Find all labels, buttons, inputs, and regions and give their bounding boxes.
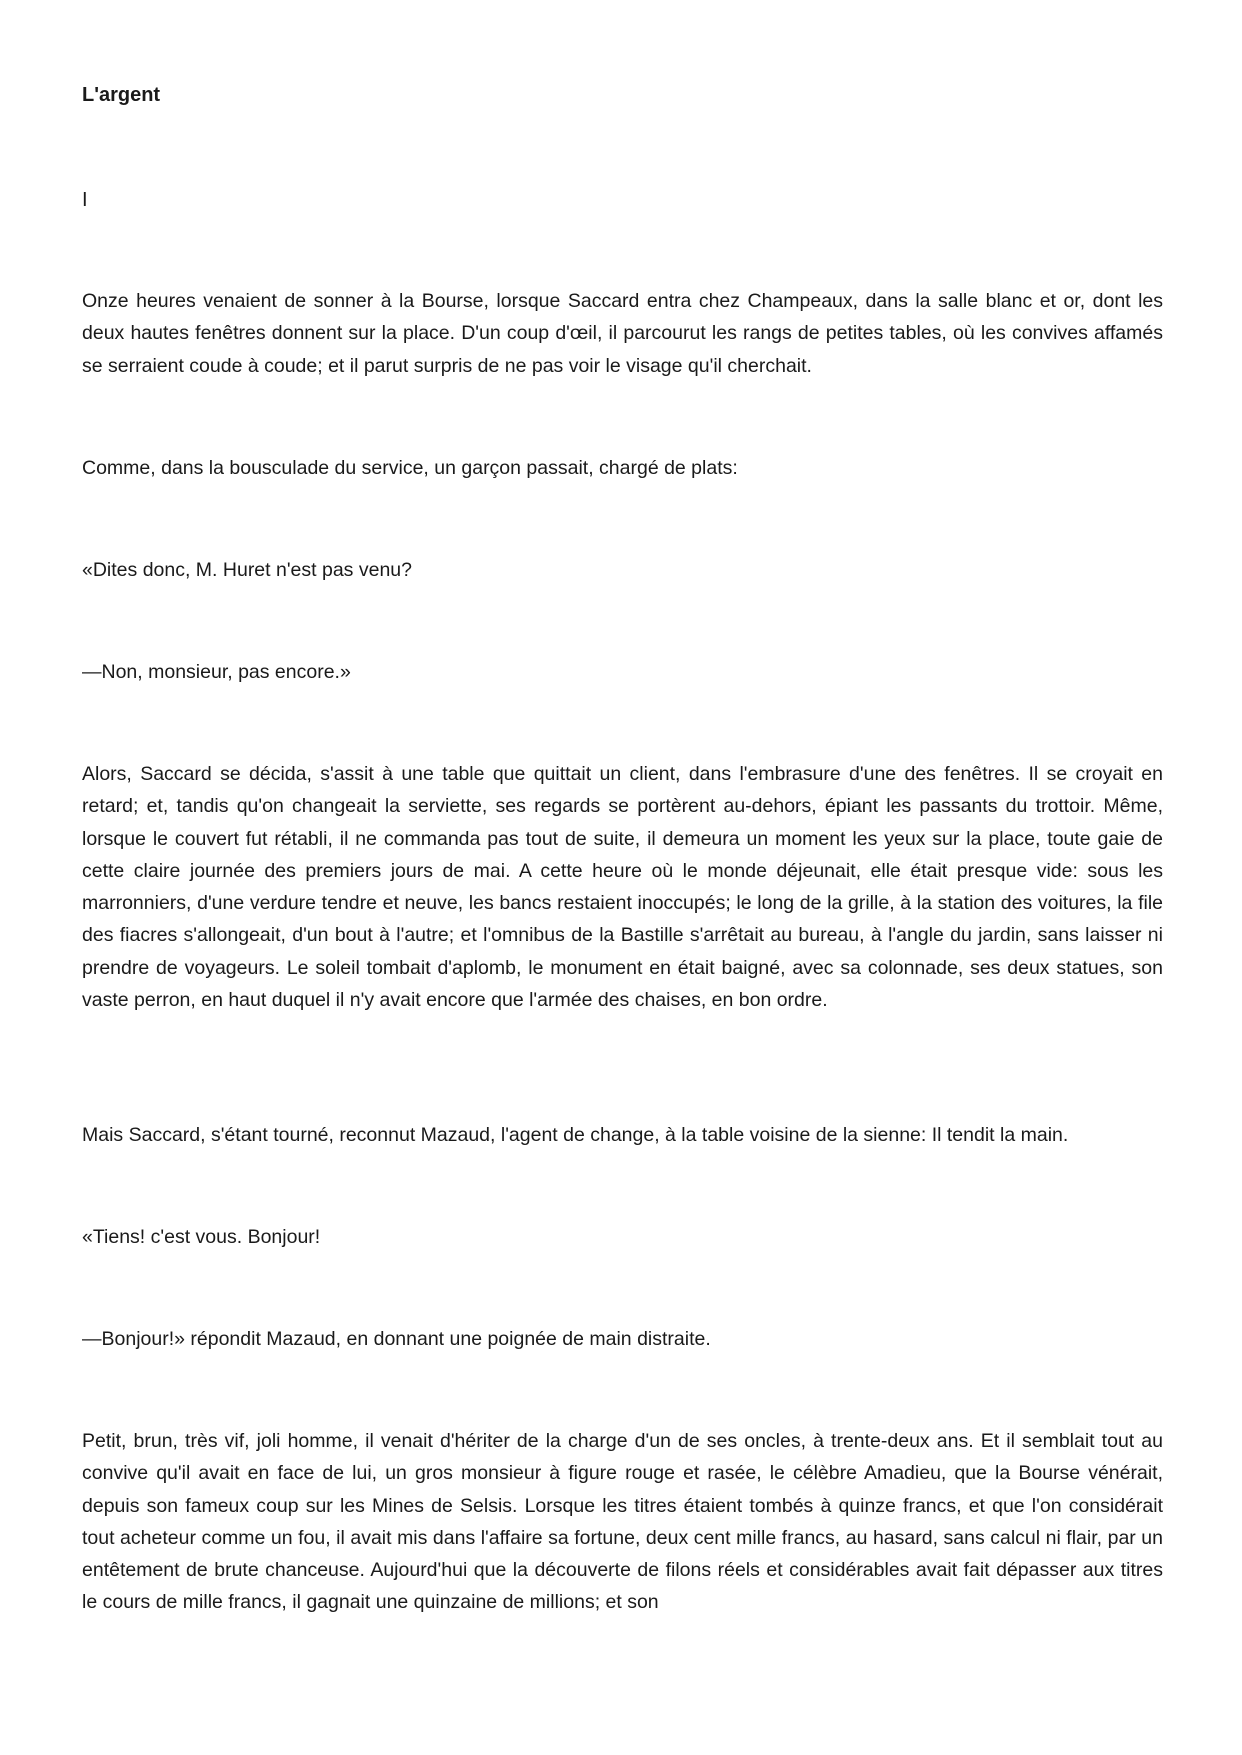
document-title: L'argent xyxy=(82,84,161,106)
paragraph-8: —Bonjour!» répondit Mazaud, en donnant une poignée de main distraite. xyxy=(82,1328,711,1350)
paragraph-9: Petit, brun, très vif, joli homme, il venait d'hériter de la charge d'un de ses oncles, à trente-deux ans. Et il semblait tout au convive qu'il avait en face de lui, un gros monsieur à figure rouge et rasée, le célèbre Amadieu, que la Bourse vénérait, depuis son fameux coup sur les Mines de Selsis. Lorsque les titres étaient tombés à quinze francs, et que l'on considérait tout acheteur comme un fou, il avait mis dans l'affaire sa fortune, deux cent mille francs, au hasard, sans calcul ni flair, par un entêtement de brute chanceuse. Aujourd'hui que la découverte de filons réels et considérables avait fait dépasser aux titres le cours de mille francs, il gagnait une quinzaine de millions; et son xyxy=(82,1430,1163,1614)
paragraph-6: Mais Saccard, s'étant tourné, reconnut Mazaud, l'agent de change, à la table voisine de la sienne: Il tendit la main. xyxy=(82,1124,1069,1146)
paragraph-3: «Dites donc, M. Huret n'est pas venu? xyxy=(82,559,412,581)
paragraph-7: «Tiens! c'est vous. Bonjour! xyxy=(82,1226,321,1248)
paragraph-5: Alors, Saccard se décida, s'assit à une table que quittait un client, dans l'embrasure d'une des fenêtres. Il se croyait en retard; et, tandis qu'on changeait la serviette, ses regards se portèrent au-dehors, épiant les passants du trottoir. Même, lorsque le couvert fut rétabli, il ne commanda pas tout de suite, il demeura un moment les yeux sur la place, toute gaie de cette claire journée des premiers jours de mai. A cette heure où le monde déjeunait, elle était presque vide: sous les marronniers, d'une verdure tendre et neuve, les bancs restaient inoccupés; le long de la grille, à la station des voitures, la file des fiacres s'allongeait, d'un bout à l'autre; et l'omnibus de la Bastille s'arrêtait au bureau, à l'angle du jardin, sans laisser ni prendre de voyageurs. Le soleil tombait d'aplomb, le monument en était baigné, avec sa colonnade, ses deux statues, son vaste perron, en haut duquel il n'y avait encore que l'armée des chaises, en bon ordre. xyxy=(82,763,1163,1012)
paragraph-4: —Non, monsieur, pas encore.» xyxy=(82,661,351,683)
chapter-number: I xyxy=(82,189,88,211)
paragraph-1: Onze heures venaient de sonner à la Bourse, lorsque Saccard entra chez Champeaux, dans la salle blanc et or, dont les deux hautes fenêtres donnent sur la place. D'un coup d'œil, il parcourut les rangs de petites tables, où les convives affamés se serraient coude à coude; et il parut surpris de ne pas voir le visage qu'il cherchait. xyxy=(82,290,1163,377)
paragraph-2: Comme, dans la bousculade du service, un garçon passait, chargé de plats: xyxy=(82,457,738,479)
